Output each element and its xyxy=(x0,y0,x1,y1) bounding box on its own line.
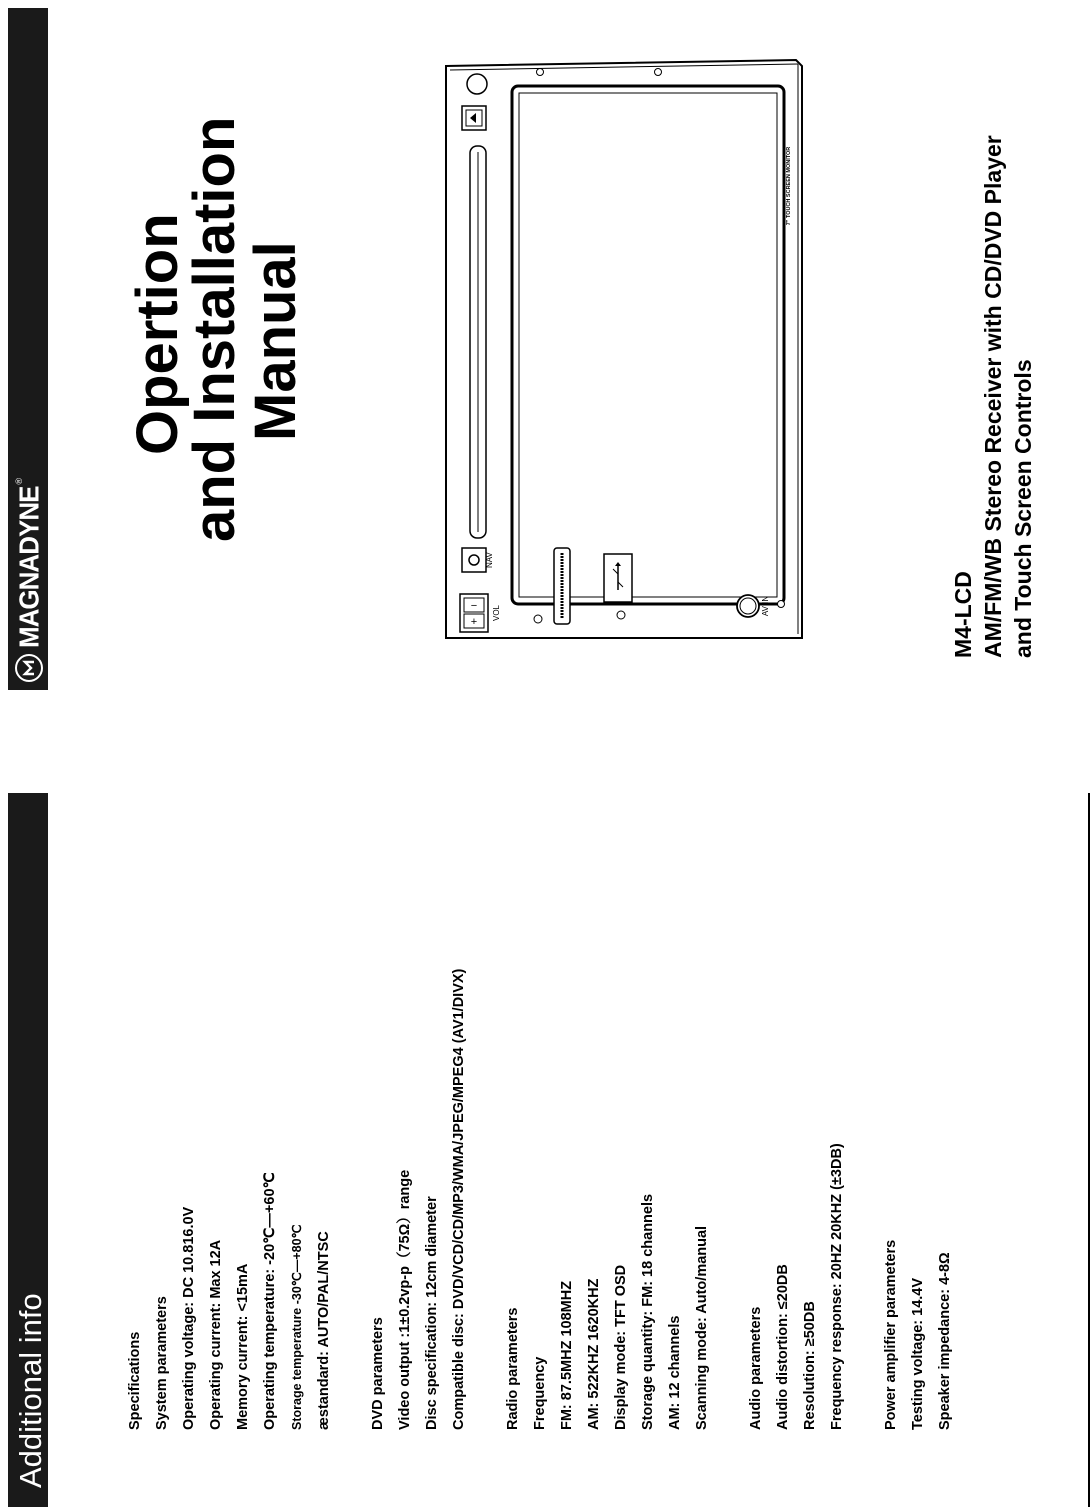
spec-dvd-parameters: DVD parameters xyxy=(370,1317,386,1430)
touch-screen xyxy=(512,86,784,604)
spec-scanning-mode: Scanning mode: Auto/manual xyxy=(694,1225,710,1430)
subtitle-line-2: and Touch Screen Controls xyxy=(1010,359,1036,658)
spec-display-mode: Display mode: TFT OSD xyxy=(613,1264,629,1430)
spec-storage-temperature: Storage temperature -30℃—+80℃ xyxy=(290,1224,304,1430)
spec-storage-quantity: Storage quantity: FM: 18 channels xyxy=(640,1193,656,1430)
manual-title-line-3: Manual xyxy=(243,241,308,441)
left-header-title: Additional info xyxy=(13,1293,48,1488)
spec-gap xyxy=(338,969,365,1430)
nav-button[interactable] xyxy=(462,548,486,572)
product-subtitle xyxy=(948,135,1038,658)
spec-operating-temperature: Operating temperature: -20℃—+60℃ xyxy=(262,1172,278,1430)
specifications-list xyxy=(122,969,959,1430)
spec-fm-range: FM: 87.5MHZ 108MHZ xyxy=(559,1280,575,1430)
spec-gap xyxy=(716,969,743,1430)
subtitle-line-1: AM/FM/WB Stereo Receiver with CD/DVD Player xyxy=(980,135,1006,658)
spec-am-channels: AM: 12 channels xyxy=(667,1315,683,1430)
eject-button[interactable] xyxy=(462,106,486,130)
svg-text:+: + xyxy=(470,616,478,628)
spec-operating-current: Operating current: Max 12A xyxy=(208,1239,224,1430)
spec-compatible-disc: Compatible disc: DVD/VCD/CD/MP3/WMA/JPEG/MPEG4 (AV1/DIVX) xyxy=(451,968,467,1430)
spec-frequency-response: Frequency response: 20HZ 20KHZ (±3DB) xyxy=(829,1143,845,1430)
spec-resolution: Resolution: ≥50DB xyxy=(802,1301,818,1430)
spec-gap xyxy=(473,969,500,1430)
manual-title-line-2: and Installation xyxy=(182,116,247,542)
page-separator-line xyxy=(1088,793,1090,1507)
spec-operating-voltage: Operating voltage: DC 10.816.0V xyxy=(181,1206,197,1430)
spec-audio-distortion: Audio distortion: ≤20DB xyxy=(775,1264,791,1430)
av-in-label: AV IN xyxy=(761,595,770,617)
spec-disc-specification: Disc specification: 12cm diameter xyxy=(424,1196,440,1430)
manual-title-line-1: Opertion xyxy=(125,213,190,455)
spec-frequency: Frequency xyxy=(532,1356,548,1430)
model-number: M4-LCD xyxy=(950,571,976,658)
spec-power-amplifier-parameters: Power amplifier parameters xyxy=(883,1239,899,1430)
spec-am-range: AM: 522KHZ 1620KHZ xyxy=(586,1278,602,1430)
spec-specifications: Specifications xyxy=(127,1331,143,1430)
spec-gap xyxy=(851,969,878,1430)
touch-screen-label: 7" TOUCH SCREEN MONITOR xyxy=(786,146,792,226)
spec-memory-current: Memory current: <15mA xyxy=(235,1263,251,1430)
brand-registered-mark: ® xyxy=(14,477,24,485)
head-unit-illustration xyxy=(444,58,804,640)
volume-buttons[interactable] xyxy=(460,594,488,632)
corner-knob-icon xyxy=(467,74,487,94)
spec-video-output: Video output :1±0.2vp-p（75Ω）range xyxy=(397,1169,413,1430)
spec-standard: æstandard: AUTO/PAL/NTSC xyxy=(316,1231,332,1430)
spec-radio-parameters: Radio parameters xyxy=(505,1307,521,1430)
spec-system-parameters: System parameters xyxy=(154,1296,170,1430)
brand-emblem-icon xyxy=(15,654,43,682)
spec-audio-parameters: Audio parameters xyxy=(748,1306,764,1430)
svg-text:−: − xyxy=(470,600,478,612)
nav-label: NAV xyxy=(485,552,494,568)
vol-label: VOL xyxy=(492,604,501,622)
spec-testing-voltage: Testing voltage: 14.4V xyxy=(910,1277,926,1430)
brand-logo-group xyxy=(12,442,46,682)
spec-speaker-impedance: Speaker impedance: 4-8Ω xyxy=(937,1252,953,1430)
brand-name: MAGNADYNE xyxy=(12,486,45,648)
